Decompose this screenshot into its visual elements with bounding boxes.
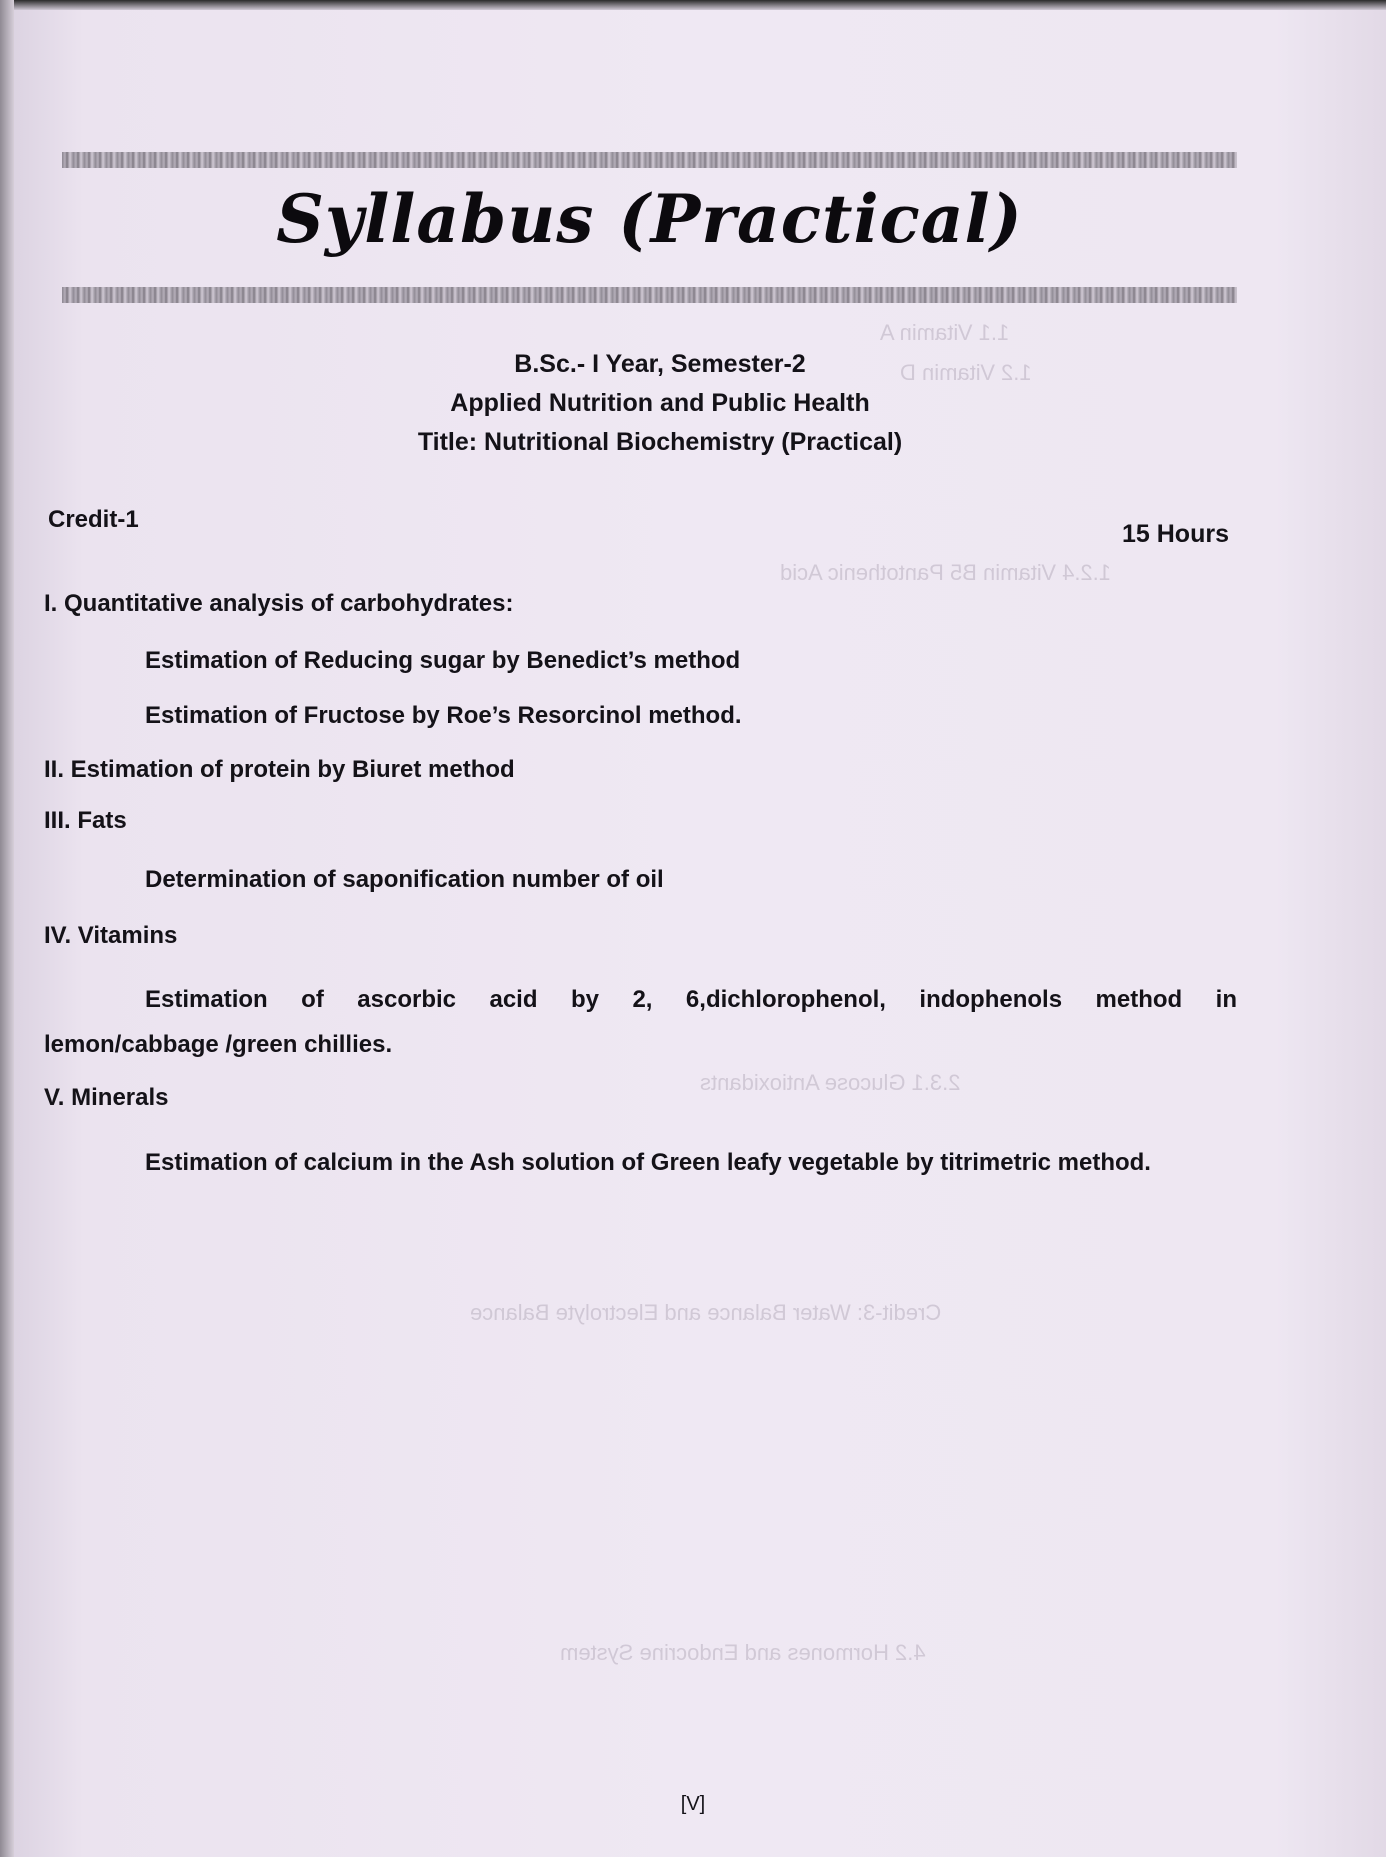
scan-top-edge (0, 0, 1386, 10)
hours-label: 15 Hours (1122, 520, 1229, 548)
bleed-through-text: Credit-3: Water Balance and Electrolyte Balance (470, 1300, 942, 1325)
item-fructose: Estimation of Fructose by Roe’s Resorcinol method. (145, 702, 742, 729)
bleed-through-text: 1.2.4 Vitamin B5 Pantothenic Acid (780, 560, 1112, 585)
section-heading-fats: III. Fats (44, 807, 127, 834)
title-banner (62, 152, 1237, 302)
course-line-title: Title: Nutritional Biochemistry (Practical) (417, 428, 903, 456)
course-line-year: B.Sc.- I Year, Semester-2 (514, 350, 806, 378)
banner-bottom-border (62, 287, 1237, 303)
credit-label: Credit-1 (48, 506, 139, 533)
bleed-through-text: 4.2 Hormones and Endocrine System (560, 1640, 926, 1665)
section-heading-carbohydrates: I. Quantitative analysis of carbohydrates: (44, 590, 514, 617)
bleed-through-text: 1.1 Vitamin A (880, 320, 1010, 345)
scan-left-edge (0, 0, 14, 1857)
bleed-through-text: 1.2 Vitamin D (900, 360, 1032, 385)
item-ascorbic-acid: Estimation of ascorbic acid by 2, 6,dichlorophenol, indophenols method in (145, 986, 1237, 1013)
section-heading-vitamins: IV. Vitamins (44, 922, 178, 949)
bleed-through-text: 2.3.1 Glucose Antioxidants (700, 1070, 961, 1095)
banner-top-border (62, 152, 1237, 168)
course-line-program: Applied Nutrition and Public Health (450, 389, 870, 417)
item-saponification: Determination of saponification number of oil (145, 866, 664, 893)
item-ascorbic-acid-continued: lemon/cabbage /green chillies. (44, 1031, 393, 1058)
page-title: Syllabus (Practical) (276, 180, 1023, 258)
item-reducing-sugar: Estimation of Reducing sugar by Benedict’s method (145, 647, 741, 674)
item-calcium: Estimation of calcium in the Ash solution of Green leafy vegetable by titrimetric method. (145, 1149, 1151, 1176)
section-heading-protein: II. Estimation of protein by Biuret method (44, 756, 515, 783)
page-number: [V] (680, 1793, 706, 1815)
section-heading-minerals: V. Minerals (44, 1084, 169, 1111)
